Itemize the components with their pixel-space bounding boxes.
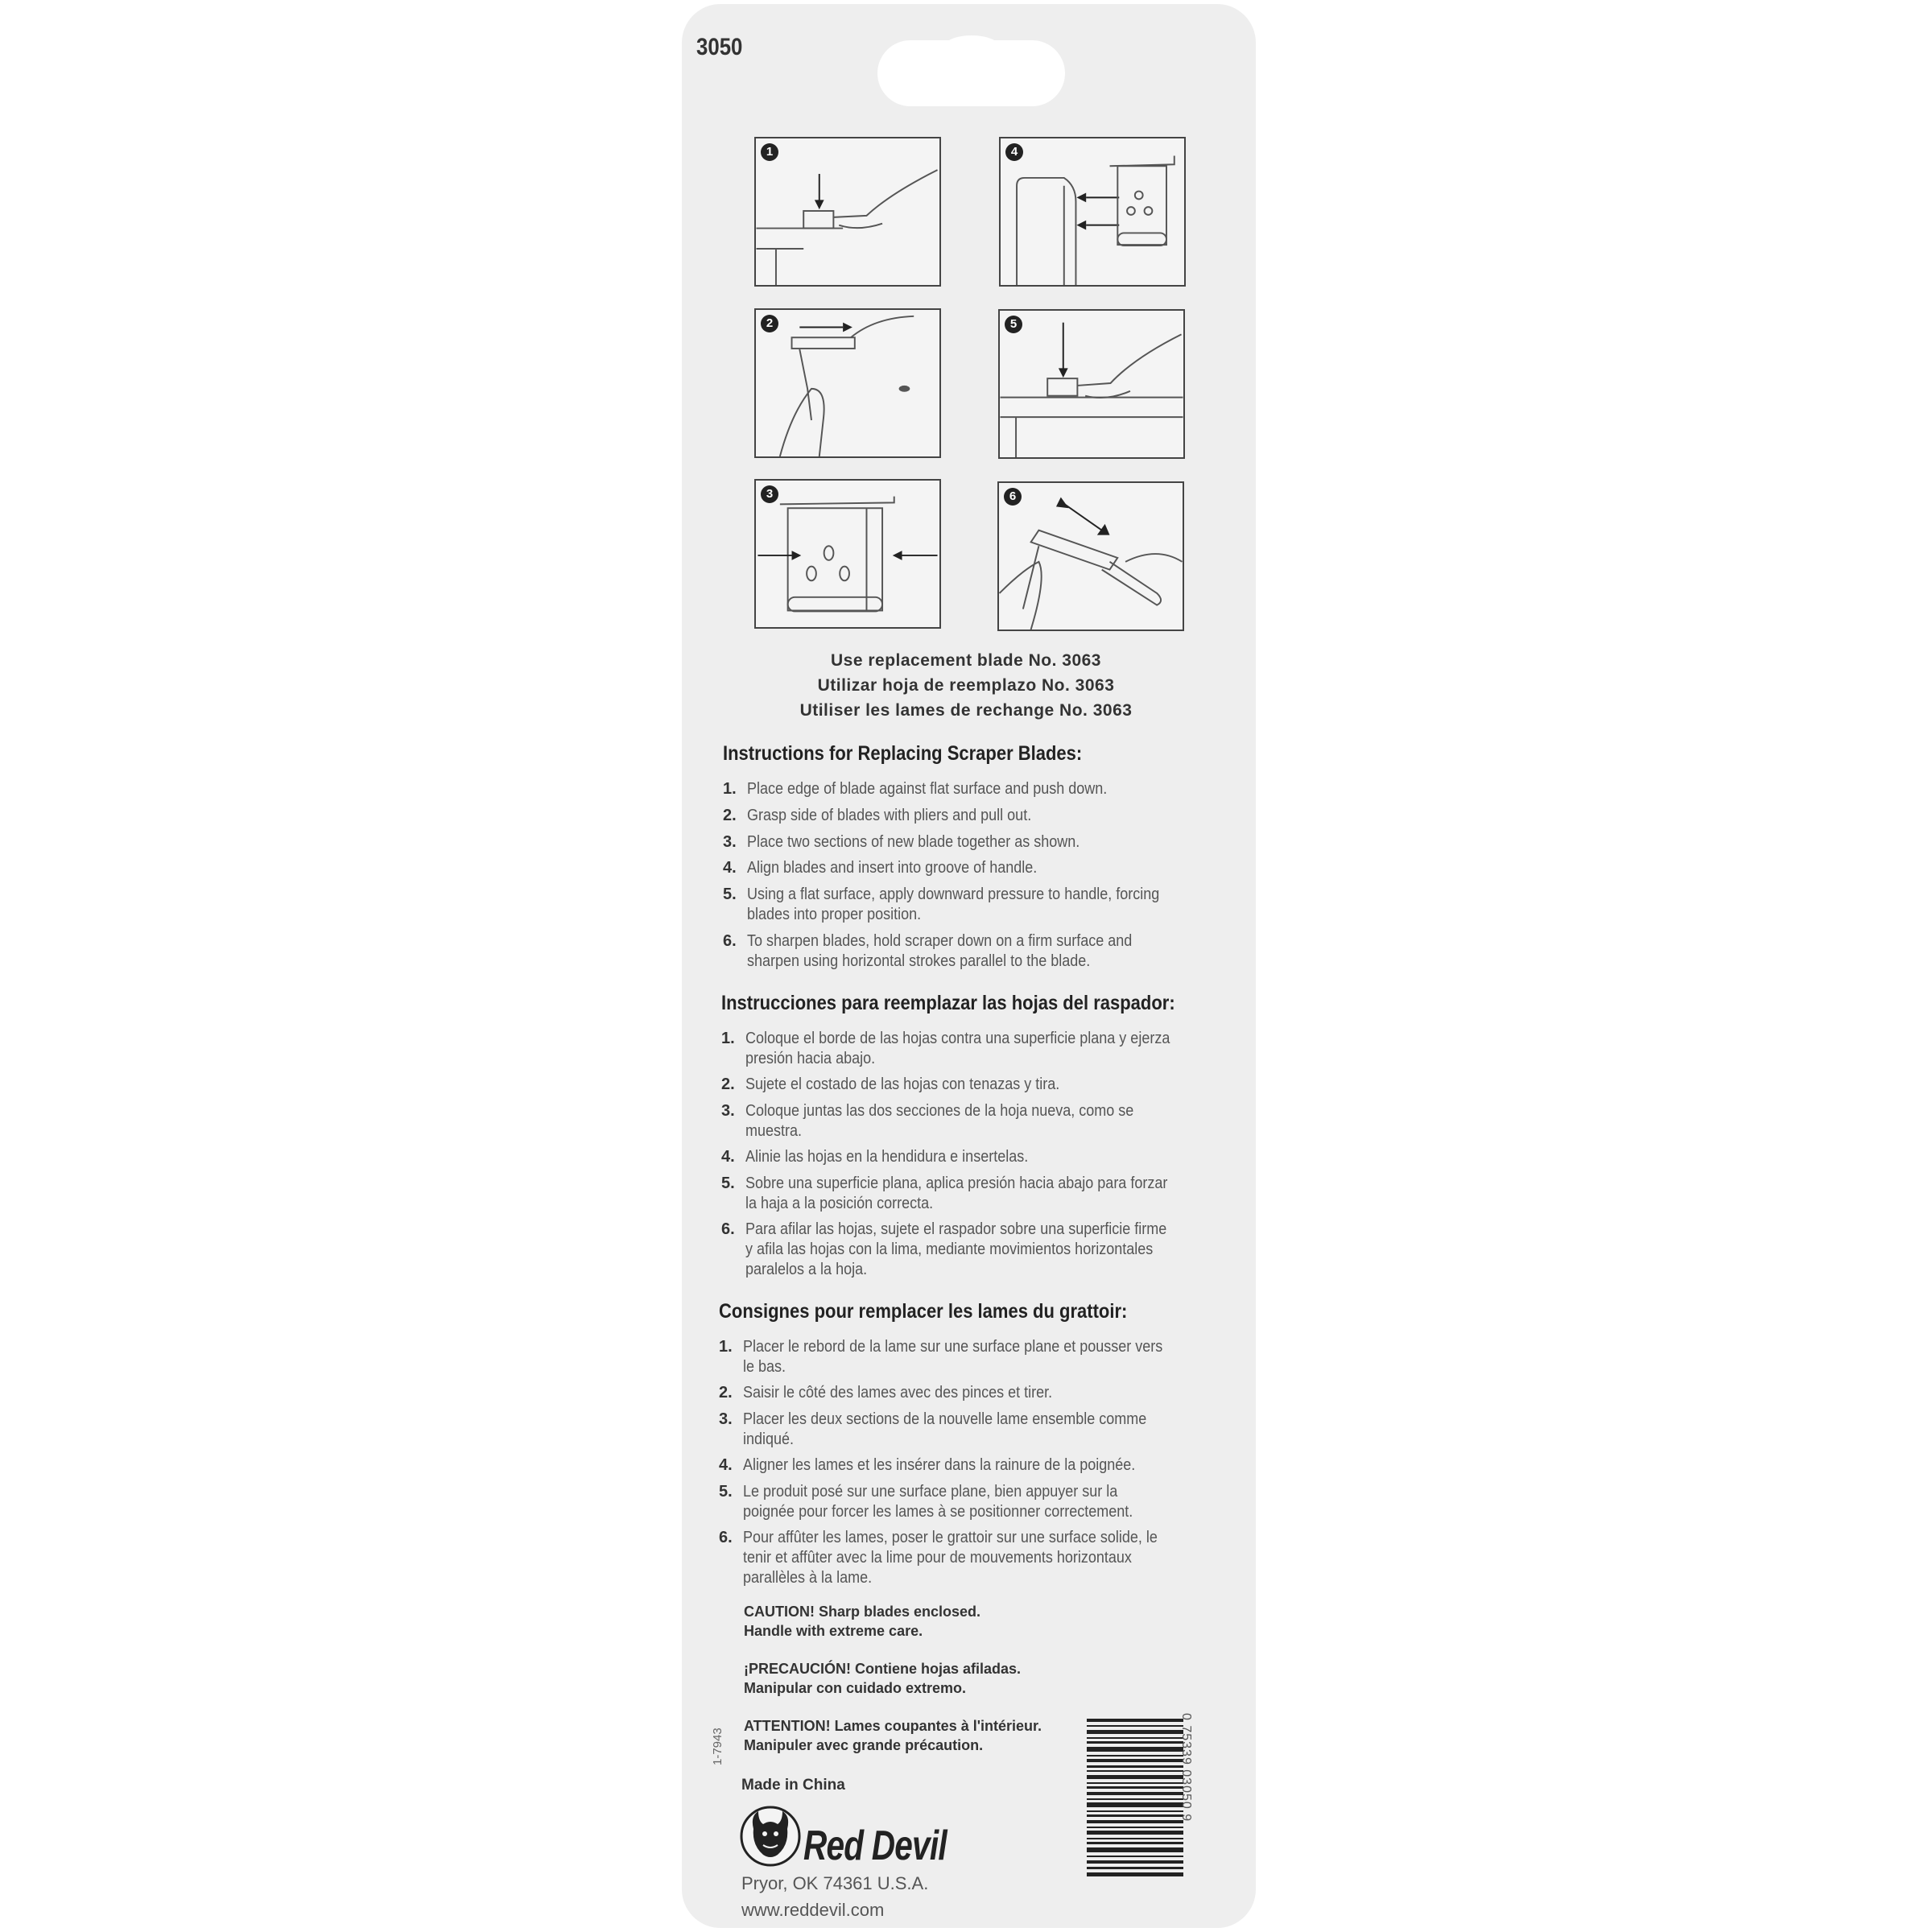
step-number: 6. [721, 1220, 735, 1238]
diagram-panel-5 [998, 309, 1185, 459]
insert-handle-icon [1001, 138, 1184, 285]
product-number: 3050 [696, 34, 743, 60]
diagram-panel-3 [754, 479, 941, 629]
step-number: 6. [723, 932, 737, 950]
made-in-label: Made in China [741, 1777, 845, 1794]
replacement-blade-fr: Utiliser les lames de rechange No. 3063 [799, 701, 1133, 720]
step-number: 2. [721, 1075, 735, 1093]
caution-line: Handle with extreme care. [744, 1623, 923, 1639]
press-down-icon [756, 138, 939, 285]
step-number: 3. [719, 1410, 733, 1428]
caution-en [744, 1602, 980, 1641]
step-text: Place two sections of new blade together as shown. [747, 833, 1080, 851]
step-text: Coloque juntas las dos secciones de la hoja nueva, como se muestra. [745, 1102, 1134, 1140]
step-text: Place edge of blade against flat surface and push down. [747, 780, 1108, 798]
sharpen-file-icon [999, 483, 1183, 630]
step-number: 6. [719, 1529, 733, 1546]
caution-line: CAUTION! Sharp blades enclosed. [744, 1604, 981, 1620]
step-text: Para afilar las hojas, sujete el raspador sobre una superficie firme y afila las hojas con la lima, mediante movimientos horizontales paralelos a la hoja. [745, 1220, 1167, 1278]
spanish-heading: Instrucciones para reemplazar las hojas del raspador: [721, 992, 1175, 1014]
step-text: Placer les deux sections de la nouvelle lame ensemble comme indiqué. [743, 1410, 1147, 1448]
step-number: 2 [761, 315, 778, 332]
step-text: Pour affûter les lames, poser le grattoir sur une surface solide, le tenir et affûter avec la lime pour de mouvements horizontaux parallèles à la lame. [743, 1529, 1158, 1587]
step-text: Le produit posé sur une surface plane, bien appuyer sur la poignée pour forcer les lames à se positionner correctement. [743, 1483, 1133, 1521]
step-number: 1. [723, 780, 737, 798]
caution-fr [744, 1716, 1042, 1755]
step-number: 5. [719, 1483, 733, 1501]
diagram-panel-4 [999, 137, 1186, 287]
step-number: 3. [721, 1102, 735, 1120]
step-number: 1. [719, 1338, 733, 1356]
step-number: 4. [719, 1456, 733, 1474]
step-text: Sujete el costado de las hojas con tenazas y tira. [745, 1075, 1060, 1093]
step-number: 5. [721, 1174, 735, 1192]
step-text: Align blades and insert into groove of handle. [747, 859, 1038, 877]
step-number: 1 [761, 143, 778, 161]
step-text: Coloque el borde de las hojas contra una superficie plana y ejerza presión hacia abajo. [745, 1030, 1170, 1067]
print-code: 1-7943 [711, 1728, 724, 1765]
step-number: 2. [719, 1384, 733, 1402]
step-text: Alinie las hojas en la hendidura e insertelas. [745, 1148, 1029, 1166]
step-text: Using a flat surface, apply downward pressure to handle, forcing blades into proper position. [747, 886, 1160, 923]
pliers-icon [756, 310, 939, 456]
replacement-blade-en: Use replacement blade No. 3063 [831, 651, 1101, 670]
blade-assembly-icon [756, 481, 939, 627]
caution-line: ¡PRECAUCIÓN! Contiene hojas afiladas. [744, 1661, 1022, 1677]
step-number: 3 [761, 485, 778, 503]
caution-es [744, 1659, 1021, 1698]
diagram-panel-6 [997, 481, 1184, 631]
step-text: Grasp side of blades with pliers and pull out. [747, 807, 1032, 824]
brand-name: Red Devil [803, 1823, 947, 1869]
step-text: Saisir le côté des lames avec des pinces et tirer. [743, 1384, 1053, 1402]
step-text: Placer le rebord de la lame sur une surface plane et pousser vers le bas. [743, 1338, 1163, 1376]
caution-line: Manipular con cuidado extremo. [744, 1680, 967, 1696]
step-number: 1. [721, 1030, 735, 1047]
step-text: Sobre una superficie plana, aplica presión hacia abajo para forzar la haja a la posición correcta. [745, 1174, 1168, 1212]
replacement-blade-es: Utilizar hoja de reemplazo No. 3063 [817, 676, 1115, 695]
step-number: 5. [723, 886, 737, 903]
english-heading: Instructions for Replacing Scraper Blades: [723, 742, 1083, 765]
hang-hole [877, 40, 1065, 106]
barcode-number: 0 75339 03050 9 [1179, 1713, 1193, 1823]
press-position-icon [1000, 311, 1183, 457]
diagram-panel-1 [754, 137, 941, 287]
step-number: 4. [721, 1148, 735, 1166]
red-devil-logo-icon [739, 1805, 802, 1868]
company-website: www.reddevil.com [741, 1900, 885, 1920]
step-text: To sharpen blades, hold scraper down on a firm surface and sharpen using horizontal strokes parallel to the blade. [747, 932, 1133, 970]
step-number: 4. [723, 859, 737, 877]
french-heading: Consignes pour remplacer les lames du grattoir: [719, 1300, 1128, 1323]
caution-line: ATTENTION! Lames coupantes à l'intérieur. [744, 1718, 1042, 1734]
step-number: 4 [1005, 143, 1023, 161]
step-number: 6 [1004, 488, 1022, 506]
company-address: Pryor, OK 74361 U.S.A. [741, 1873, 929, 1893]
barcode [1087, 1719, 1183, 1880]
caution-line: Manipuler avec grande précaution. [744, 1737, 984, 1753]
step-number: 3. [723, 833, 737, 851]
diagram-panel-2 [754, 308, 941, 458]
step-number: 5 [1005, 316, 1022, 333]
step-text: Aligner les lames et les insérer dans la rainure de la poignée. [743, 1456, 1136, 1474]
step-number: 2. [723, 807, 737, 824]
